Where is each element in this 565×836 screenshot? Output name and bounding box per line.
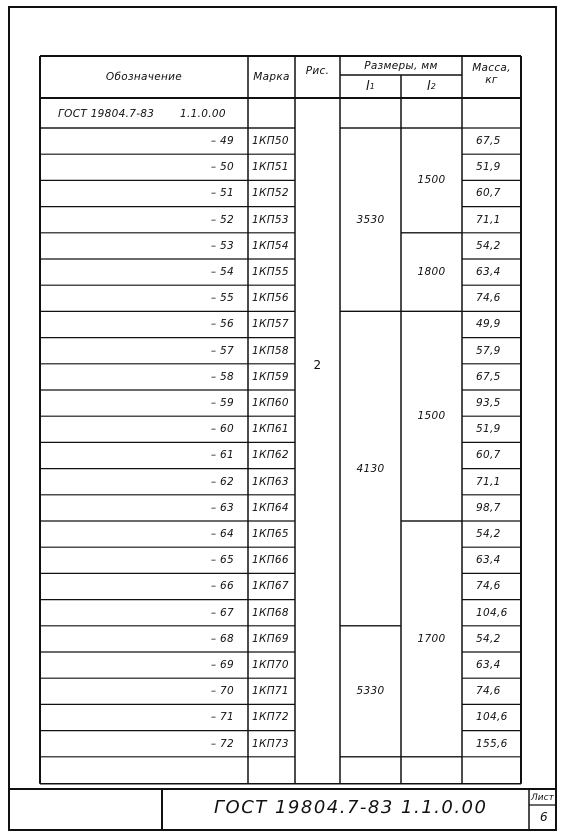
- row-designation: – 60: [210, 423, 234, 436]
- row-designation: – 57: [210, 344, 234, 357]
- l2-value: 1700: [417, 632, 446, 645]
- header-designation: Обозначение: [105, 71, 183, 83]
- row-designation: – 52: [210, 213, 234, 226]
- row-designation: – 55: [210, 292, 234, 305]
- row-designation: – 65: [210, 554, 234, 567]
- row-mark: 1КП65: [252, 528, 289, 541]
- row-designation: – 56: [210, 318, 234, 331]
- row-designation: – 59: [210, 397, 234, 410]
- row-mark: 1КП52: [252, 187, 289, 200]
- header-l1-letter: l: [365, 79, 370, 94]
- header-mass: Масса,: [472, 62, 511, 74]
- row-designation: – 64: [210, 528, 234, 541]
- row-designation: – 53: [210, 239, 234, 252]
- row-mass: 67,5: [476, 370, 501, 383]
- row-mass: 63,4: [476, 266, 501, 279]
- row-mass: 98,7: [476, 501, 501, 514]
- row-mark: 1КП59: [252, 370, 289, 383]
- row-mass: 51,9: [476, 161, 501, 174]
- header-fig: Рис.: [305, 65, 330, 77]
- row-mark: 1КП63: [252, 475, 289, 488]
- row-mass: 60,7: [476, 187, 501, 200]
- header-l1: [340, 75, 401, 98]
- row-mass: 51,9: [476, 423, 501, 436]
- row-designation: – 72: [210, 737, 234, 750]
- row-mark: 1КП61: [252, 423, 289, 436]
- row-mark: 1КП69: [252, 632, 289, 645]
- row-mark: 1КП73: [252, 737, 289, 750]
- row-mass: 54,2: [476, 632, 501, 645]
- l2-value: 1500: [417, 410, 446, 423]
- row-designation: – 50: [210, 161, 234, 174]
- header-l2-subscript: 2: [430, 82, 437, 91]
- fig-value: 2: [313, 358, 322, 372]
- row-designation: – 58: [210, 370, 234, 383]
- row-designation: – 70: [210, 685, 234, 698]
- row-designation: – 51: [210, 187, 234, 200]
- header-l1-subscript: 1: [369, 82, 376, 91]
- header-l2: [401, 75, 462, 98]
- row-designation: – 68: [210, 632, 234, 645]
- l1-value: 4130: [356, 462, 385, 475]
- stamp-title: ГОСТ 19804.7-83 1.1.0.00: [214, 797, 488, 818]
- header-mass-unit: кг: [485, 74, 498, 86]
- row-mass: 67,5: [476, 135, 501, 148]
- l1-value: 5330: [356, 685, 385, 698]
- row-mark: 1КП55: [252, 266, 289, 279]
- header-mark: Марка: [253, 71, 290, 83]
- row-mass: 74,6: [476, 685, 501, 698]
- row-mark: 1КП56: [252, 292, 289, 305]
- row-mark: 1КП57: [252, 318, 289, 331]
- row-mark: 1КП60: [252, 397, 289, 410]
- row-mark: 1КП67: [252, 580, 289, 593]
- l1-value: 3530: [356, 213, 385, 226]
- row-designation: – 54: [210, 266, 234, 279]
- row-mass: 54,2: [476, 528, 501, 541]
- row-mass: 104,6: [476, 606, 508, 619]
- row-mark: 1КП58: [252, 344, 289, 357]
- row-mark: 1КП53: [252, 213, 289, 226]
- row-mass: 63,4: [476, 659, 501, 672]
- row-mass: 71,1: [476, 475, 501, 488]
- l2-value: 1500: [417, 174, 446, 187]
- row-mass: 155,6: [476, 737, 508, 750]
- doc-designation: ГОСТ 19804.7-83: [58, 107, 155, 120]
- row-mark: 1КП54: [252, 239, 289, 252]
- sheet-label: Лист: [531, 793, 554, 803]
- row-mark: 1КП51: [252, 161, 289, 174]
- row-mass: 74,6: [476, 580, 501, 593]
- row-mass: 54,2: [476, 239, 501, 252]
- row-mark: 1КП71: [252, 685, 289, 698]
- l2-value: 1800: [417, 266, 446, 279]
- row-designation: – 61: [210, 449, 234, 462]
- row-designation: – 66: [210, 580, 234, 593]
- header-l2-letter: l: [426, 79, 431, 94]
- doc-code: 1.1.0.00: [180, 107, 226, 120]
- row-mass: 57,9: [476, 344, 501, 357]
- row-mass: 104,6: [476, 711, 508, 724]
- row-mass: 74,6: [476, 292, 501, 305]
- row-mark: 1КП62: [252, 449, 289, 462]
- row-designation: – 62: [210, 475, 234, 488]
- row-mass: 63,4: [476, 554, 501, 567]
- row-mark: 1КП68: [252, 606, 289, 619]
- row-designation: – 49: [210, 135, 234, 148]
- row-mark: 1КП70: [252, 659, 289, 672]
- sheet-number: 6: [540, 810, 548, 824]
- row-mark: 1КП64: [252, 501, 289, 514]
- row-designation: – 67: [210, 606, 234, 619]
- row-mass: 49,9: [476, 318, 501, 331]
- row-designation: – 69: [210, 659, 234, 672]
- row-mass: 60,7: [476, 449, 501, 462]
- header-dimensions: Размеры, мм: [364, 59, 438, 72]
- row-mass: 71,1: [476, 213, 501, 226]
- row-mark: 1КП50: [252, 135, 289, 148]
- row-mass: 93,5: [476, 397, 501, 410]
- row-designation: – 63: [210, 501, 234, 514]
- row-mark: 1КП72: [252, 711, 289, 724]
- row-designation: – 71: [210, 711, 234, 724]
- row-mark: 1КП66: [252, 554, 289, 567]
